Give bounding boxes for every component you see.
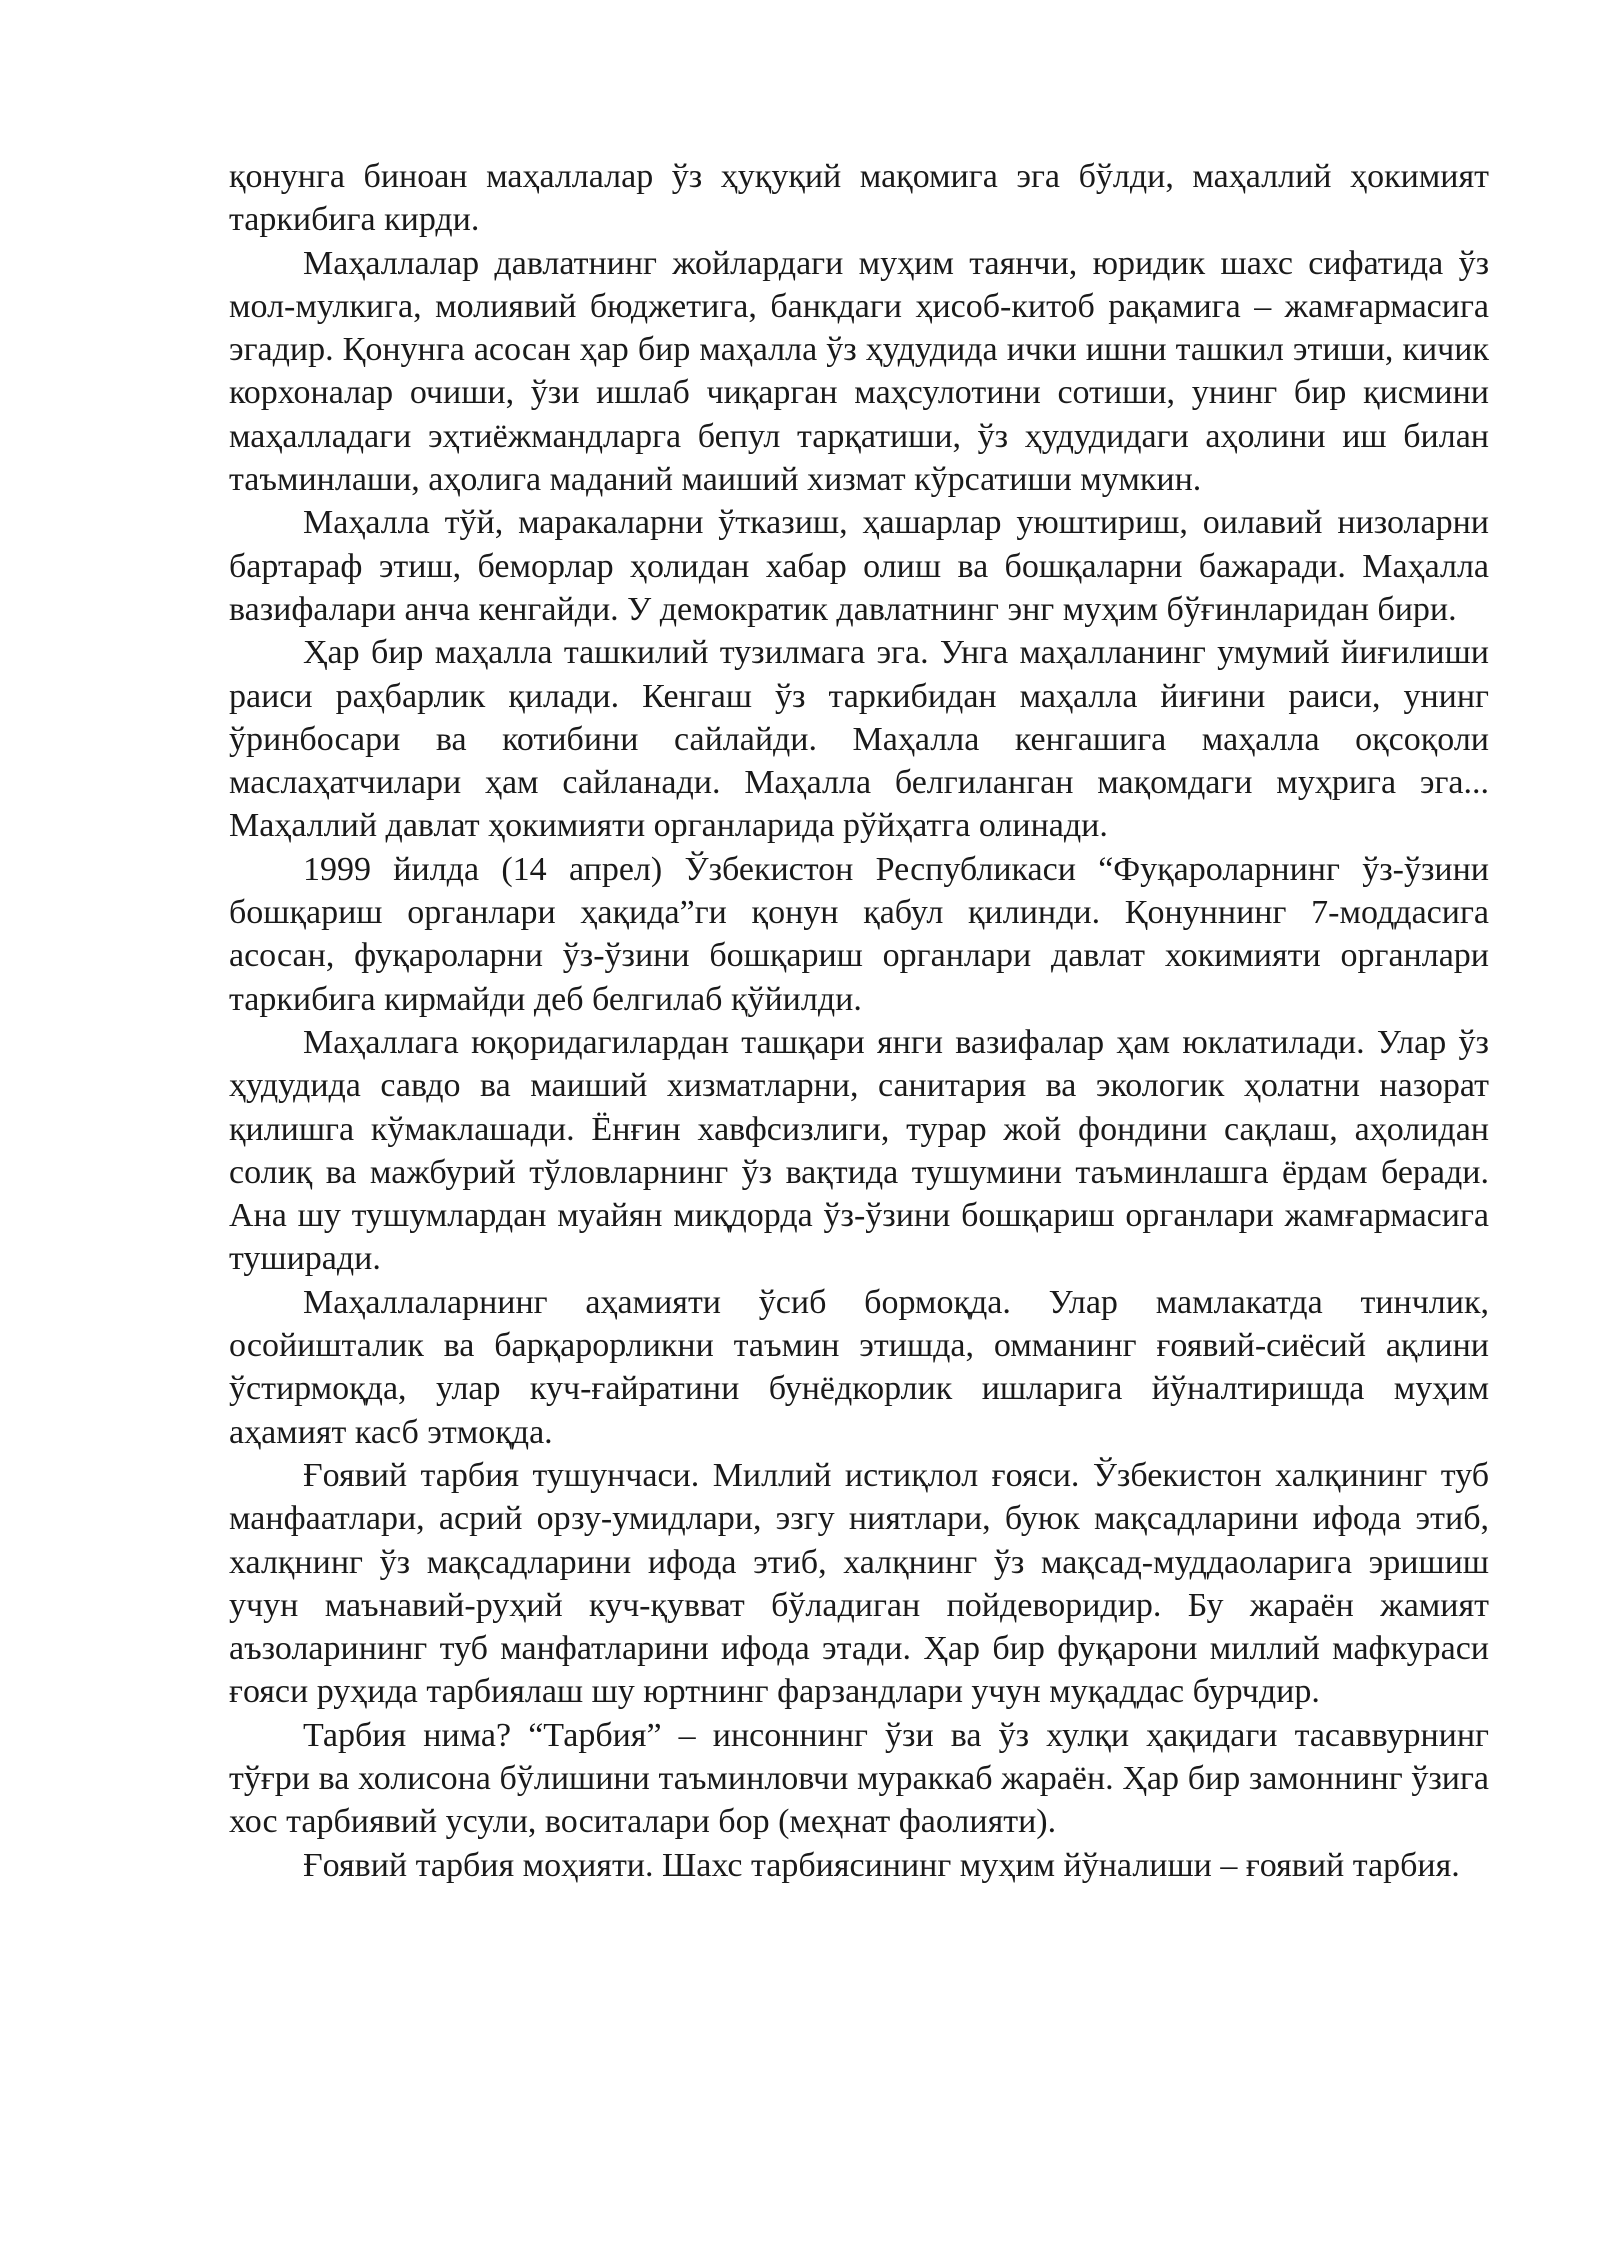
paragraph: Ғоявий тарбия тушунчаси. Миллий истиқлол ғояси. Ўзбекистон халқининг туб манфаатлари, асрий орзу-умидлари, эзгу ниятлари, буюк мақсадларини ифода этиб, халқнинг ўз мақсадларини ифода этиб, халқнинг ўз мақсад-муддаоларига эришиш учун маънавий-руҳий куч-қувват бўладиган пойдеворидир. Бу жараён жамият аъзоларининг туб манфатларини ифода этади. Ҳар бир фуқарони миллий мафкураси ғояси руҳида тарбиялаш шу юртнинг фарзандлари учун муқаддас бурчдир. — [229, 1456, 1489, 1711]
paragraph: Маҳаллаларнинг аҳамияти ўсиб бормоқда. Улар мамлакатда тинчлик, осойишталик ва барқарорликни таъмин этишда, омманинг ғоявий-сиёсий ақлини ўстирмоқда, улар куч-ғайратини бунёдкорлик ишларига йўналтиришда муҳим аҳамият касб этмоқда. — [229, 1283, 1489, 1451]
paragraph: Ғоявий тарбия моҳияти. Шахс тарбиясининг муҳим йўналиши – ғоявий тарбия. — [303, 1846, 1460, 1884]
paragraph: Тарбия нима? “Тарбия” – инсоннинг ўзи ва ўз хулқи ҳақидаги тасаввурнинг тўғри ва холисона бўлишини таъминловчи мураккаб жараён. Ҳар бир замоннинг ўзига хос тарбиявий усули, воситалари бор (меҳнат фаолияти). — [229, 1716, 1489, 1841]
paragraph-continuation: қонунга биноан маҳаллалар ўз ҳуқуқий мақомига эга бўлди, маҳаллий ҳокимият таркибига кирди. — [229, 158, 1489, 239]
paragraph: Ҳар бир маҳалла ташкилий тузилмага эга. Унга маҳалланинг умумий йиғилиши раиси раҳбарлик қилади. Кенгаш ўз таркибидан маҳалла йиғини раиси, унинг ўринбосари ва котибини сайлайди. Маҳалла кенгашига маҳалла оқсоқоли маслаҳатчилари ҳам сайланади. Маҳалла белгиланган мақомдаги муҳрига эга... Маҳаллий давлат ҳокимияти органларида рўйҳатга олинади. — [229, 634, 1489, 845]
paragraph: 1999 йилда (14 апрел) Ўзбекистон Республикаси “Фуқароларнинг ўз-ўзини бошқариш органлари ҳақида”ги қонун қабул қилинди. Қонуннинг 7-моддасига асосан, фуқароларни ўз-ўзини бошқариш органлари давлат хокимияти органлари таркибига кирмайди деб белгилаб қўйилди. — [229, 850, 1489, 1018]
paragraph: Маҳаллага юқоридагилардан ташқари янги вазифалар ҳам юклатилади. Улар ўз ҳудудида савдо ва маиший хизматларни, санитария ва экологик ҳолатни назорат қилишга кўмаклашади. Ёнғин хавфсизлиги, турар жой фондини сақлаш, аҳолидан солиқ ва мажбурий тўловларнинг ўз вақтида тушумини таъминлашга ёрдам беради. Ана шу тушумлардан муайян миқдорда ўз-ўзини бошқариш органлари жамғармасига туширади. — [229, 1023, 1489, 1278]
document-page — [229, 155, 1489, 1887]
paragraph: Маҳаллалар давлатнинг жойлардаги муҳим таянчи, юридик шахс сифатида ўз мол-мулкига, молиявий бюджетига, банкдаги ҳисоб-китоб рақамига – жамғармасига эгадир. Қонунга асосан ҳар бир маҳалла ўз ҳудудида ички ишни ташкил этиши, кичик корхоналар очиши, ўзи ишлаб чиқарган маҳсулотини сотиши, унинг бир қисмини маҳалладаги эҳтиёжмандларга бепул тарқатиши, ўз ҳудудидаги аҳолини иш билан таъминлаши, аҳолига маданий маиший хизмат кўрсатиши мумкин. — [229, 244, 1489, 499]
paragraph: Маҳалла тўй, маракаларни ўтказиш, ҳашарлар уюштириш, оилавий низоларни бартараф этиш, беморлар ҳолидан хабар олиш ва бошқаларни бажаради. Маҳалла вазифалари анча кенгайди. У демократик давлатнинг энг муҳим бўғинларидан бири. — [229, 504, 1489, 628]
